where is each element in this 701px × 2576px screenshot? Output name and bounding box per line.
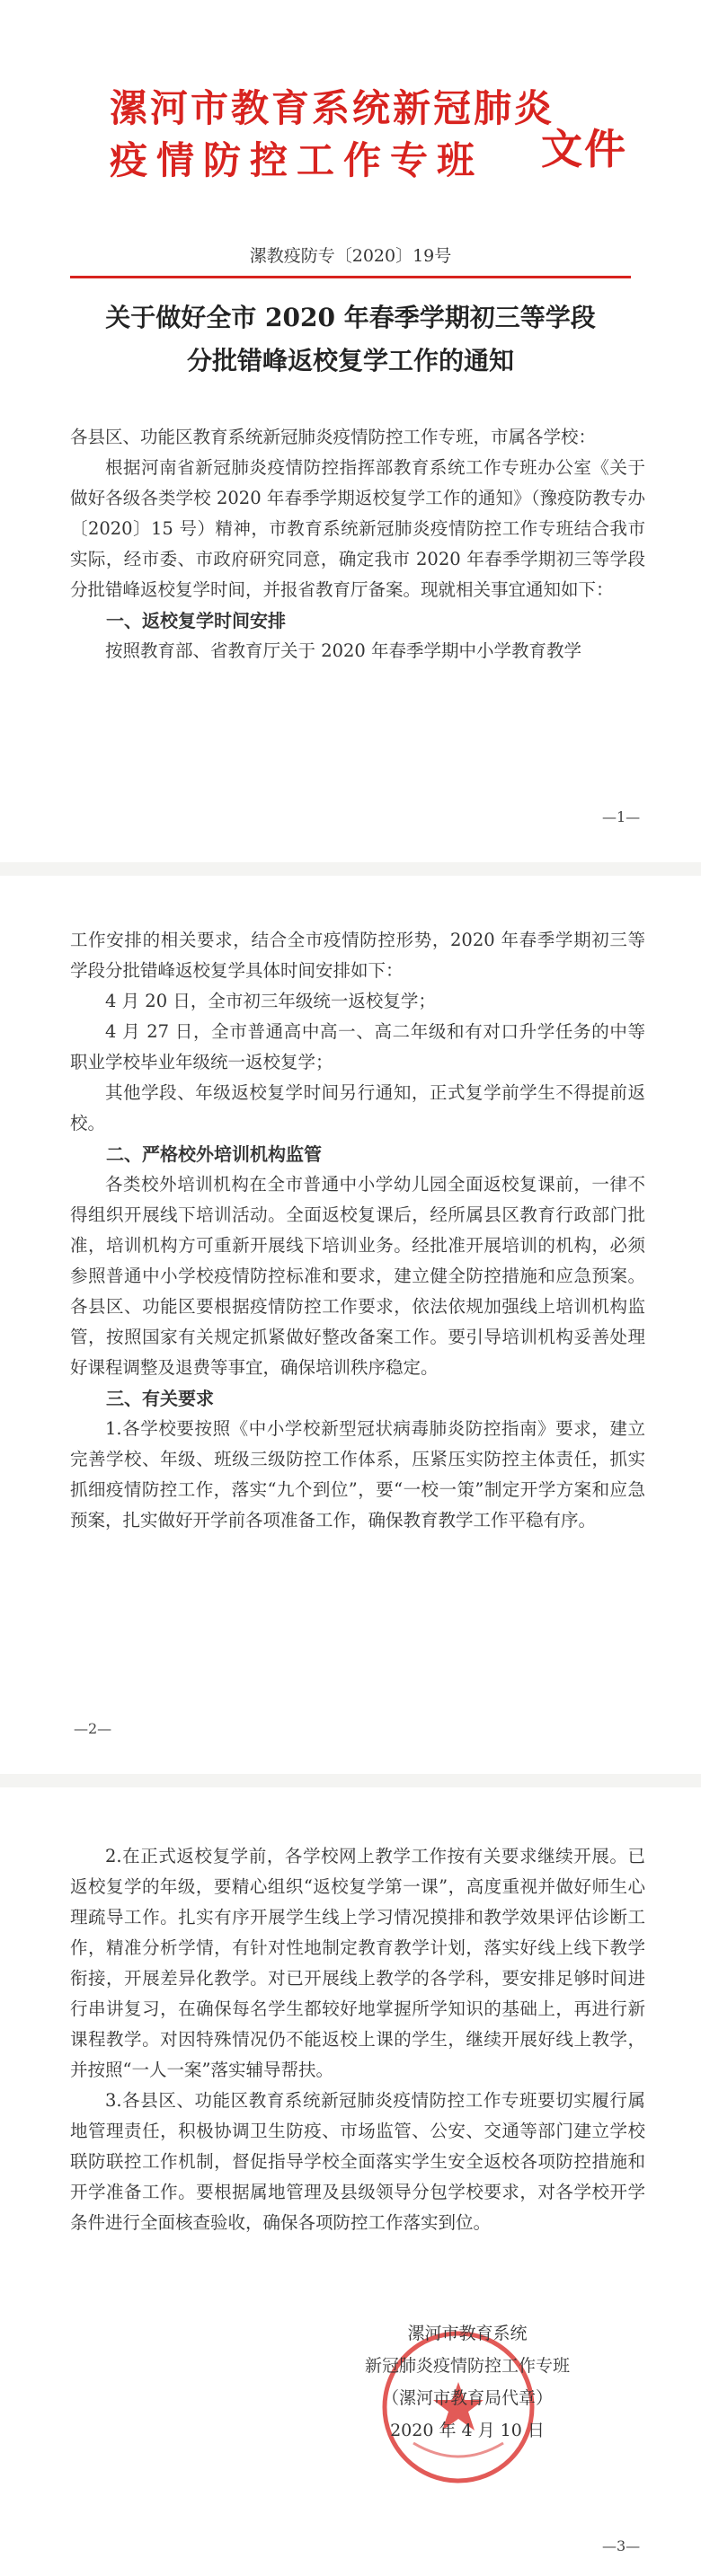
- red-divider: [70, 276, 631, 278]
- addressee: 各县区、功能区教育系统新冠肺炎疫情防控工作专班，市属各学校：: [70, 427, 597, 447]
- paragraph: 其他学段、年级返校复学时间另行通知，正式复学前学生不得提前返校。: [70, 1082, 645, 1134]
- signatory-line-3: （漯河市教育局代章）: [381, 2388, 553, 2408]
- signatory-line-1: 漯河市教育系统: [407, 2324, 528, 2343]
- section-heading-2: 二、严格校外培训机构监管: [106, 1143, 322, 1165]
- signature-date: 2020 年 4 月 10 日: [390, 2421, 545, 2440]
- paragraph: 2.在正式返校复学前，各学校网上教学工作按有关要求继续开展。已返校复学的年级，要精心组织“返校复学第一课”，高度重视并做好师生心理疏导工作。扎实有序开展学生线上学习情况摸排和教学效果评估诊断工作，精准分析学情，有针对性地制定教育教学计划，落实好线上线下教学衔接，开展差异化教学。对已开展线上教学的各学科，要安排足够时间进行串讲复习，在确保每名学生都较好地掌握所学知识的基础上，再进行新课程教学。对因特殊情况仍不能返校上课的学生，继续开展好线上教学，并按照“一人一案”落实辅导帮扶。: [70, 1846, 645, 2080]
- issuer-header: [110, 83, 555, 187]
- paragraph: 3.各县区、功能区教育系统新冠肺炎疫情防控工作专班要切实履行属地管理责任，积极协调卫生防疫、市场监管、公安、交通等部门建立学校联防联控工作机制，督促指导学校全面落实学生安全返校各项防控措施和开学准备工作。要根据属地管理及县级领导分包学校要求，对各学校开学条件进行全面核查验收，确保各项防控工作落实到位。: [70, 2090, 645, 2233]
- page-1: [0, 0, 701, 862]
- section-heading-3: 三、有关要求: [106, 1388, 214, 1409]
- paragraph: 根据河南省新冠肺炎疫情防控指挥部教育系统工作专班办公室《关于做好各级各类学校 2020 年春季学期返校复学工作的通知》（豫疫防教专办〔2020〕15 号）精神，市教育系统新冠肺炎疫情防控工作专班结合我市实际，经市委、市政府研究同意，确定我市 2020 年春季学期初三等学段分批错峰返校复学时间，并报省教育厅备案。现就相关事宜通知如下：: [70, 457, 645, 600]
- paragraph: 4 月 27 日，全市普通高中高一、高二年级和有对口升学任务的中等职业学校毕业年级统一返校复学；: [70, 1021, 645, 1072]
- page-number: —1—: [602, 808, 641, 825]
- signatory-line-2: 新冠肺炎疫情防控工作专班: [364, 2356, 570, 2376]
- page-3: [0, 1787, 701, 2576]
- paragraph: 按照教育部、省教育厅关于 2020 年春季学期中小学教育教学: [105, 640, 582, 661]
- paragraph: 各类校外培训机构在全市普通中小学幼儿园全面返校复课前，一律不得组织开展线下培训活动。全面返校复课后，经所属县区教育行政部门批准，培训机构方可重新开展线下培训业务。经批准开展培训的机构，必须参照普通中小学校疫情防控标准和要求，建立健全防控措施和应急预案。各县区、功能区要根据疫情防控工作要求，依法依规加强线上培训机构监管，按照国家有关规定抓紧做好整改备案工作。要引导培训机构妥善处理好课程调整及退费等事宜，确保培训秩序稳定。: [70, 1174, 645, 1378]
- signature-block: [306, 2317, 629, 2447]
- page-number: —3—: [602, 2537, 641, 2554]
- paragraph: 工作安排的相关要求，结合全市疫情防控形势，2020 年春季学期初三等学段分批错峰返校复学具体时间安排如下：: [70, 930, 645, 981]
- document-number: 漯教疫防专〔2020〕19号: [249, 246, 452, 266]
- file-word: 文件: [541, 125, 627, 173]
- page3-body: [70, 1841, 645, 2238]
- page2-body: [70, 925, 645, 1536]
- title-line-1: 关于做好全市 2020 年春季学期初三等学段: [105, 303, 596, 332]
- page-2: [0, 876, 701, 1774]
- document-title: [0, 296, 701, 383]
- issuer-line-2: 疫情防控工作专班: [110, 138, 484, 182]
- title-line-2: 分批错峰返校复学工作的通知: [186, 346, 514, 375]
- section-heading-1: 一、返校复学时间安排: [106, 610, 286, 631]
- page1-body: [70, 422, 645, 666]
- issuer-line-1: 漯河市教育系统新冠肺炎: [110, 86, 555, 130]
- paragraph: 4 月 20 日，全市初三年级统一返校复学；: [105, 991, 436, 1011]
- paragraph: 1.各学校要按照《中小学校新型冠状病毒肺炎防控指南》要求，建立完善学校、年级、班级三级防控工作体系，压紧压实防控主体责任，抓实抓细疫情防控工作，落实“九个到位”，要“一校一策”制定开学方案和应急预案，扎实做好开学前各项准备工作，确保教育教学工作平稳有序。: [70, 1418, 645, 1531]
- page-number: —2—: [74, 1720, 112, 1737]
